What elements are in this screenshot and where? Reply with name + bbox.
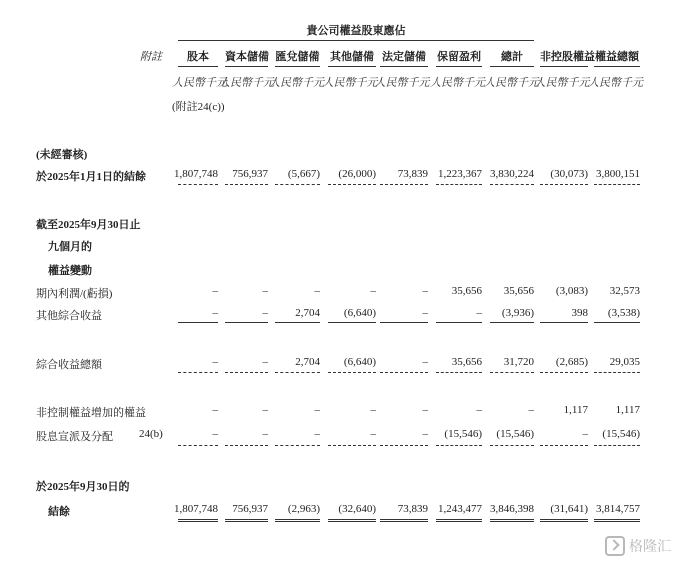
closing-rule-nci xyxy=(540,519,588,522)
profit-value-capital-reserve: – xyxy=(262,285,268,297)
oci-rule-exchange-reserve xyxy=(275,322,320,323)
closing-rule-share-capital xyxy=(178,519,218,522)
dividend-value-nci: – xyxy=(582,428,588,440)
group-header-rule xyxy=(178,40,534,41)
oci-value-other-reserve: (6,640) xyxy=(343,307,376,319)
nci-increase-value-statutory-reserve: – xyxy=(422,404,428,416)
header-rule-subtotal xyxy=(490,66,534,67)
oci-rule-share-capital xyxy=(178,322,218,323)
oci-rule-total-equity xyxy=(594,322,640,323)
dividend-rule-total-equity xyxy=(594,445,640,446)
total-ci-rule-other-reserve xyxy=(328,372,376,373)
opening-rule-share-capital xyxy=(178,184,218,185)
header-rule-nci xyxy=(540,66,588,67)
opening-value-total-equity: 3,800,151 xyxy=(596,168,640,180)
dividend-rule-statutory-reserve xyxy=(380,445,428,446)
dividend-value-other-reserve: – xyxy=(370,428,376,440)
header-rule-other-reserve xyxy=(328,66,376,67)
nci-increase-value-exchange-reserve: – xyxy=(314,404,320,416)
header-rule-total-equity xyxy=(594,66,640,67)
column-header-other-reserve: 其他儲備 xyxy=(330,51,374,63)
opening-rule-nci xyxy=(540,184,588,185)
opening-rule-total-equity xyxy=(594,184,640,185)
dividend-rule-retained-earnings xyxy=(436,445,482,446)
opening-value-other-reserve: (26,000) xyxy=(338,168,376,180)
total-ci-value-statutory-reserve: – xyxy=(422,356,428,368)
total-ci-rule-retained-earnings xyxy=(436,372,482,373)
dividend-label: 股息宣派及分配 xyxy=(36,431,113,443)
oci-value-exchange-reserve: 2,704 xyxy=(295,307,320,319)
unit-exchange-reserve: 人民幣千元 xyxy=(269,77,324,89)
dividend-value-statutory-reserve: – xyxy=(422,428,428,440)
closing-value-subtotal: 3,846,398 xyxy=(490,503,534,515)
oci-value-total-equity: (3,538) xyxy=(607,307,640,319)
closing-value-statutory-reserve: 73,839 xyxy=(397,503,428,515)
profit-value-exchange-reserve: – xyxy=(314,285,320,297)
dividend-value-exchange-reserve: – xyxy=(314,428,320,440)
dividend-value-retained-earnings: (15,546) xyxy=(444,428,482,440)
oci-value-capital-reserve: – xyxy=(262,307,268,319)
closing-value-exchange-reserve: (2,963) xyxy=(287,503,320,515)
opening-rule-subtotal xyxy=(490,184,534,185)
column-header-nci: 非控股權益 xyxy=(540,51,595,63)
closing-rule-subtotal xyxy=(490,519,534,522)
closing-value-retained-earnings: 1,243,477 xyxy=(438,503,482,515)
column-header-exchange-reserve: 匯兌儲備 xyxy=(275,51,320,63)
closing-rule-capital-reserve xyxy=(225,519,268,522)
section-title-line2: 九個月的 xyxy=(48,241,92,253)
gelonghui-logo-icon xyxy=(605,536,625,556)
oci-rule-retained-earnings xyxy=(436,322,482,323)
total-ci-rule-exchange-reserve xyxy=(275,372,320,373)
total-ci-rule-total-equity xyxy=(594,372,640,373)
oci-rule-subtotal xyxy=(490,322,534,323)
header-rule-statutory-reserve xyxy=(380,66,428,67)
nci-increase-value-other-reserve: – xyxy=(370,404,376,416)
unit-subtotal: 人民幣千元 xyxy=(484,77,539,89)
header-rule-retained-earnings xyxy=(436,66,482,67)
dividend-value-share-capital: – xyxy=(212,428,218,440)
nci-increase-value-total-equity: 1,117 xyxy=(615,404,640,416)
group-header: 貴公司權益股東應佔 xyxy=(306,25,406,37)
total-ci-value-exchange-reserve: 2,704 xyxy=(295,356,320,368)
closing-rule-other-reserve xyxy=(328,519,376,522)
oci-rule-statutory-reserve xyxy=(380,322,428,323)
dividend-rule-share-capital xyxy=(178,445,218,446)
oci-value-subtotal: (3,936) xyxy=(501,307,534,319)
total-ci-value-share-capital: – xyxy=(212,356,218,368)
closing-value-share-capital: 1,807,748 xyxy=(174,503,218,515)
opening-value-exchange-reserve: (5,667) xyxy=(287,168,320,180)
oci-rule-other-reserve xyxy=(328,322,376,323)
column-header-total-equity: 權益總額 xyxy=(595,51,639,63)
closing-rule-statutory-reserve xyxy=(380,519,428,522)
total-ci-value-retained-earnings: 35,656 xyxy=(451,356,482,368)
unit-nci: 人民幣千元 xyxy=(534,77,590,89)
oci-label: 其他綜合收益 xyxy=(36,310,102,322)
closing-value-nci: (31,641) xyxy=(550,503,588,515)
nci-increase-label: 非控制權益增加的權益 xyxy=(36,407,146,419)
opening-balance-label: 於2025年1月1日的結餘 xyxy=(36,171,146,183)
total-ci-rule-capital-reserve xyxy=(225,372,268,373)
opening-value-capital-reserve: 756,937 xyxy=(232,168,268,180)
nci-increase-value-nci: 1,117 xyxy=(563,404,588,416)
profit-label: 期內利潤/(虧損) xyxy=(36,288,113,300)
opening-value-retained-earnings: 1,223,367 xyxy=(438,168,482,180)
dividend-note: 24(b) xyxy=(139,428,163,440)
profit-value-statutory-reserve: – xyxy=(422,285,428,297)
total-ci-rule-subtotal xyxy=(490,372,534,373)
closing-balance-label: 結餘 xyxy=(48,506,70,518)
unaudited-label: (未經審核) xyxy=(36,149,88,161)
opening-value-share-capital: 1,807,748 xyxy=(174,168,218,180)
total-ci-rule-statutory-reserve xyxy=(380,372,428,373)
column-header-subtotal: 總計 xyxy=(501,51,523,63)
opening-rule-other-reserve xyxy=(328,184,376,185)
opening-value-subtotal: 3,830,224 xyxy=(490,168,534,180)
profit-value-subtotal: 35,656 xyxy=(503,285,534,297)
profit-value-nci: (3,083) xyxy=(555,285,588,297)
nci-increase-value-subtotal: – xyxy=(528,404,534,416)
profit-value-share-capital: – xyxy=(212,285,218,297)
opening-rule-retained-earnings xyxy=(436,184,482,185)
column-header-retained-earnings: 保留盈利 xyxy=(437,51,481,63)
dividend-rule-exchange-reserve xyxy=(275,445,320,446)
dividend-value-capital-reserve: – xyxy=(262,428,268,440)
closing-value-capital-reserve: 756,937 xyxy=(232,503,268,515)
header-rule-exchange-reserve xyxy=(275,66,320,67)
total-ci-value-nci: (2,685) xyxy=(555,356,588,368)
closing-rule-retained-earnings xyxy=(436,519,482,522)
total-ci-label: 綜合收益總額 xyxy=(36,359,102,371)
dividend-rule-capital-reserve xyxy=(225,445,268,446)
header-rule-capital-reserve xyxy=(225,66,268,67)
profit-value-other-reserve: – xyxy=(370,285,376,297)
column-header-capital-reserve: 資本儲備 xyxy=(225,51,269,63)
column-header-statutory-reserve: 法定儲備 xyxy=(382,51,426,63)
section-title-line3: 權益變動 xyxy=(48,265,92,277)
oci-value-statutory-reserve: – xyxy=(422,307,428,319)
column-header-share-capital: 股本 xyxy=(187,51,209,63)
unit-share-capital: 人民幣千元 xyxy=(172,77,227,89)
opening-rule-statutory-reserve xyxy=(380,184,428,185)
oci-value-retained-earnings: – xyxy=(476,307,482,319)
total-ci-value-other-reserve: (6,640) xyxy=(343,356,376,368)
total-ci-rule-share-capital xyxy=(178,372,218,373)
nci-increase-value-share-capital: – xyxy=(212,404,218,416)
header-rule-share-capital xyxy=(178,66,218,67)
unit-capital-reserve: 人民幣千元 xyxy=(219,77,274,89)
profit-value-retained-earnings: 35,656 xyxy=(451,285,482,297)
profit-value-total-equity: 32,573 xyxy=(609,285,640,297)
nci-increase-value-retained-earnings: – xyxy=(476,404,482,416)
note-column-header: 附註 xyxy=(140,51,162,63)
watermark-text: 格隆汇 xyxy=(629,539,671,555)
total-ci-value-capital-reserve: – xyxy=(262,356,268,368)
oci-rule-capital-reserve xyxy=(225,322,268,323)
closing-value-total-equity: 3,814,757 xyxy=(596,503,640,515)
dividend-value-subtotal: (15,546) xyxy=(496,428,534,440)
closing-title-label: 於2025年9月30日的 xyxy=(36,481,130,493)
opening-rule-capital-reserve xyxy=(225,184,268,185)
unit-total-equity: 人民幣千元 xyxy=(588,77,643,89)
unit-retained-earnings: 人民幣千元 xyxy=(430,77,485,89)
opening-rule-exchange-reserve xyxy=(275,184,320,185)
dividend-rule-nci xyxy=(540,445,588,446)
nci-increase-value-capital-reserve: – xyxy=(262,404,268,416)
oci-rule-nci xyxy=(540,322,588,323)
watermark xyxy=(605,536,671,556)
total-ci-rule-nci xyxy=(540,372,588,373)
opening-value-nci: (30,073) xyxy=(550,168,588,180)
share-capital-note: (附註24(c)) xyxy=(172,101,225,113)
section-title-line1: 截至2025年9月30日止 xyxy=(36,219,141,231)
total-ci-value-subtotal: 31,720 xyxy=(503,356,534,368)
oci-value-share-capital: – xyxy=(212,307,218,319)
closing-rule-total-equity xyxy=(594,519,640,522)
closing-value-other-reserve: (32,640) xyxy=(338,503,376,515)
closing-rule-exchange-reserve xyxy=(275,519,320,522)
oci-value-nci: 398 xyxy=(571,307,588,319)
dividend-rule-subtotal xyxy=(490,445,534,446)
total-ci-value-total-equity: 29,035 xyxy=(609,356,640,368)
unit-other-reserve: 人民幣千元 xyxy=(322,77,378,89)
dividend-rule-other-reserve xyxy=(328,445,376,446)
opening-value-statutory-reserve: 73,839 xyxy=(397,168,428,180)
unit-statutory-reserve: 人民幣千元 xyxy=(374,77,430,89)
dividend-value-total-equity: (15,546) xyxy=(602,428,640,440)
